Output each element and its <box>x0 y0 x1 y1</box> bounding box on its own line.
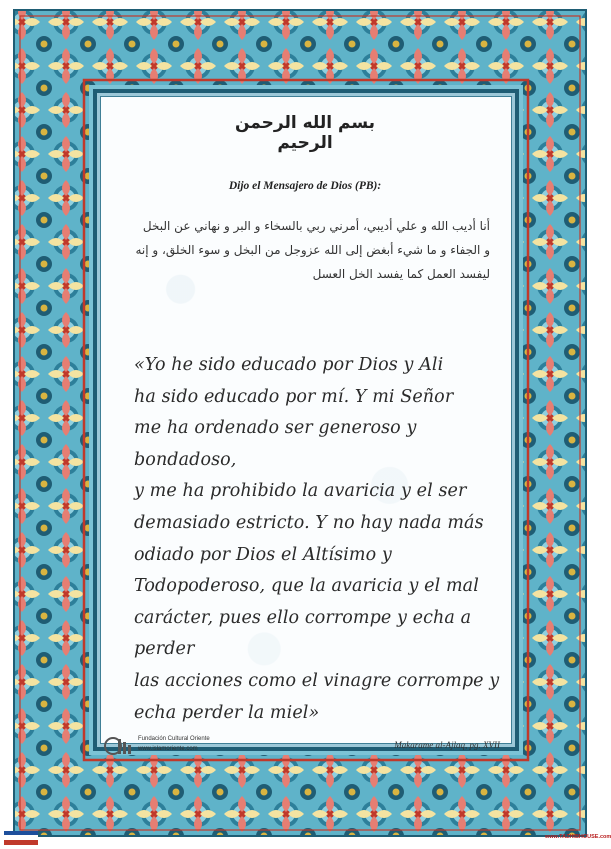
foundation-logo <box>104 733 284 759</box>
quote-line: echa perder la miel» <box>134 702 320 723</box>
site-watermark: www.TAZHIBHOUSE.com <box>545 834 611 840</box>
foundation-logo-icon <box>104 735 132 757</box>
arabic-line: و الجفاء و ما شيء أبغض إلى الله عزوجل من البخل و سوء الخلق، و إنه <box>135 243 490 257</box>
hadith-source: Makarame al-Ajlaq, pg. XVII <box>394 740 500 750</box>
quote-line: me ha ordenado ser generoso y bondadoso, <box>134 418 417 470</box>
quote-line: las acciones como el vinagre corrompe y <box>134 670 500 691</box>
quote-line: ha sido educado por mí. Y mi Señor <box>134 386 454 407</box>
quote-line: y me ha prohibido la avaricia y el ser <box>134 481 467 502</box>
arabic-text <box>130 214 490 286</box>
quote-line: carácter, pues ello corrompe y echa a perder <box>134 607 472 660</box>
foundation-url: www.islamoriente.com <box>138 746 198 752</box>
quote-line: «Yo he sido educado por Dios y Ali <box>134 355 444 375</box>
quote-line: Todopoderoso, que la avaricia y el mal <box>134 576 479 597</box>
arabic-line: ليفسد العمل كما يفسد الخل العسل <box>312 267 490 281</box>
hadith-intro: Dijo el Mensajero de Dios (PB): <box>228 180 382 192</box>
bismillah-heading: بسم الله الرحمن الرحيم <box>234 113 376 153</box>
quote-line: demasiado estricto. Y no hay nada más <box>134 512 484 533</box>
flag-badge-icon <box>4 831 38 845</box>
arabic-line: أنا أديب الله و علي أديبي، أمرني ربي بالسخاء و البر و نهاني عن البخل <box>142 219 490 233</box>
quote-line: odiado por Dios el Altísimo y <box>134 544 392 565</box>
foundation-name: Fundación Cultural Oriente <box>138 736 210 742</box>
spanish-quote <box>134 350 506 729</box>
